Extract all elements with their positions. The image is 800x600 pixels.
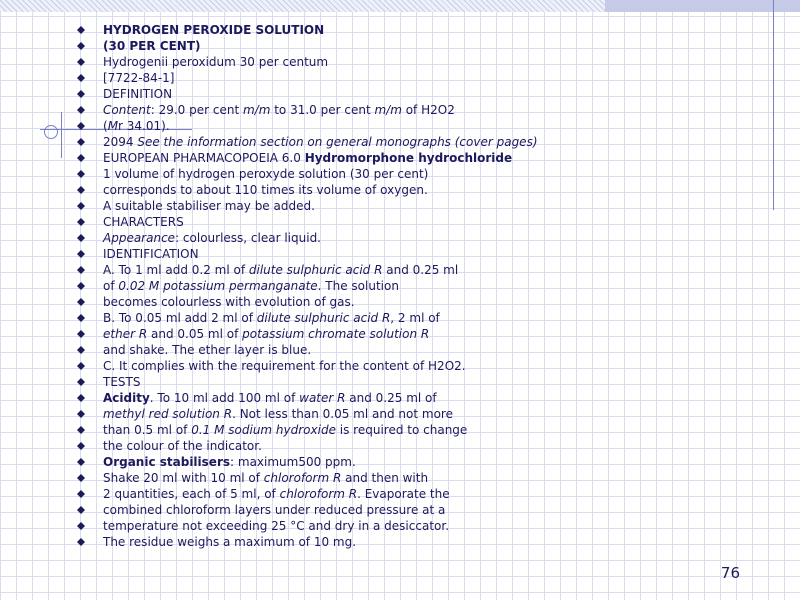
bullet-line <box>80 518 760 534</box>
bold-text: (30 PER CENT) <box>103 39 201 53</box>
line-text: TESTS <box>103 375 141 389</box>
line-text: to 31.0 per cent <box>270 103 375 117</box>
diamond-bullet-icon <box>77 74 85 82</box>
bullet-line <box>80 246 760 262</box>
line-text: . Evaporate the <box>357 487 450 501</box>
diamond-bullet-icon <box>77 394 85 402</box>
diamond-bullet-icon <box>77 410 85 418</box>
diamond-bullet-icon <box>77 250 85 258</box>
diamond-bullet-icon <box>77 42 85 50</box>
diamond-bullet-icon <box>77 474 85 482</box>
bullet-line <box>80 262 760 278</box>
line-text: ( <box>103 119 108 133</box>
line-text: CHARACTERS <box>103 215 184 229</box>
decorative-circle <box>44 125 58 139</box>
bullet-line <box>80 470 760 486</box>
diamond-bullet-icon <box>77 154 85 162</box>
italic-text: potassium chromate solution R <box>242 327 430 341</box>
diamond-bullet-icon <box>77 506 85 514</box>
line-text: 2 quantities, each of 5 ml, of <box>103 487 280 501</box>
diamond-bullet-icon <box>77 90 85 98</box>
line-text: 1 volume of hydrogen peroxyde solution (30 per cent) <box>103 167 429 181</box>
bullet-line <box>80 390 760 406</box>
line-text: than 0.5 ml of <box>103 423 192 437</box>
diamond-bullet-icon <box>77 202 85 210</box>
line-text: : maximum500 ppm. <box>230 455 356 469</box>
line-text: DEFINITION <box>103 87 173 101</box>
line-text: r 34.01). <box>118 119 170 133</box>
decorative-vertical-line <box>773 0 774 210</box>
diamond-bullet-icon <box>77 458 85 466</box>
bullet-line <box>80 166 760 182</box>
diamond-bullet-icon <box>77 362 85 370</box>
bullet-line <box>80 134 760 150</box>
line-text: . Not less than 0.05 ml and not more <box>232 407 453 421</box>
diamond-bullet-icon <box>77 314 85 322</box>
bullet-line <box>80 214 760 230</box>
diamond-bullet-icon <box>77 378 85 386</box>
diamond-bullet-icon <box>77 170 85 178</box>
italic-text: See the information section on general monographs (cover pages) <box>137 135 538 149</box>
italic-text: m/m <box>242 103 271 117</box>
diamond-bullet-icon <box>77 218 85 226</box>
top-band-accent <box>605 0 800 12</box>
line-text: The residue weighs a maximum of 10 mg. <box>103 535 357 549</box>
line-text: Hydrogenii peroxidum 30 per centum <box>103 55 329 69</box>
slide-bullet-list <box>80 22 760 550</box>
line-text: and 0.25 ml of <box>345 391 437 405</box>
bold-text: Acidity <box>103 391 150 405</box>
line-text: : colourless, clear liquid. <box>175 231 321 245</box>
italic-text: Content <box>103 103 151 117</box>
diamond-bullet-icon <box>77 426 85 434</box>
line-text: of H2O2 <box>401 103 455 117</box>
italic-text: methyl red solution R <box>103 407 233 421</box>
bullet-line <box>80 310 760 326</box>
bullet-line <box>80 342 760 358</box>
italic-text: dilute sulphuric acid R <box>256 311 391 325</box>
line-text: , 2 ml of <box>390 311 440 325</box>
bullet-line <box>80 182 760 198</box>
bullet-line <box>80 150 760 166</box>
bullet-line <box>80 102 760 118</box>
line-text: 2094 <box>103 135 138 149</box>
bullet-line <box>80 86 760 102</box>
bold-text: Organic stabilisers <box>103 455 231 469</box>
bullet-line <box>80 486 760 502</box>
line-text: and then with <box>341 471 429 485</box>
bullet-line <box>80 54 760 70</box>
diamond-bullet-icon <box>77 266 85 274</box>
diamond-bullet-icon <box>77 186 85 194</box>
diamond-bullet-icon <box>77 282 85 290</box>
line-text: and shake. The ether layer is blue. <box>103 343 312 357</box>
diamond-bullet-icon <box>77 346 85 354</box>
diamond-bullet-icon <box>77 538 85 546</box>
diamond-bullet-icon <box>77 26 85 34</box>
italic-text: M <box>107 119 119 133</box>
line-text: Shake 20 ml with 10 ml of <box>103 471 264 485</box>
line-text: C. It complies with the requirement for the content of H2O2. <box>103 359 466 373</box>
line-text: [7722-84-1] <box>103 71 175 85</box>
line-text: EUROPEAN PHARMACOPOEIA 6.0 <box>103 151 305 165</box>
line-text: B. To 0.05 ml add 2 ml of <box>103 311 257 325</box>
bullet-line <box>80 502 760 518</box>
italic-text: dilute sulphuric acid R <box>248 263 383 277</box>
bullet-line <box>80 534 760 550</box>
italic-text: 0.1 M sodium hydroxide <box>191 423 336 437</box>
italic-text: 0.02 M potassium permanganate <box>118 279 318 293</box>
italic-text: m/m <box>374 103 402 117</box>
bullet-line <box>80 326 760 342</box>
page-number: 76 <box>720 564 740 582</box>
line-text: becomes colourless with evolution of gas. <box>103 295 355 309</box>
bullet-line <box>80 422 760 438</box>
bullet-line <box>80 294 760 310</box>
bold-text: Hydromorphone hydrochloride <box>304 151 513 165</box>
diamond-bullet-icon <box>77 298 85 306</box>
bullet-line <box>80 406 760 422</box>
bullet-line <box>80 358 760 374</box>
line-text: A suitable stabiliser may be added. <box>103 199 315 213</box>
diamond-bullet-icon <box>77 330 85 338</box>
italic-text: chloroform R <box>279 487 358 501</box>
diamond-bullet-icon <box>77 234 85 242</box>
line-text: IDENTIFICATION <box>103 247 199 261</box>
diamond-bullet-icon <box>77 490 85 498</box>
line-text: is required to change <box>335 423 468 437</box>
bullet-line <box>80 278 760 294</box>
bullet-line <box>80 438 760 454</box>
bullet-line <box>80 198 760 214</box>
italic-text: water R <box>299 391 346 405</box>
bullet-line <box>80 22 760 38</box>
line-text: A. To 1 ml add 0.2 ml of <box>103 263 249 277</box>
italic-text: ether R <box>103 327 148 341</box>
line-text: . The solution <box>317 279 399 293</box>
line-text: combined chloroform layers under reduced pressure at a <box>103 503 446 517</box>
bullet-line <box>80 118 760 134</box>
bullet-line <box>80 374 760 390</box>
line-text: the colour of the indicator. <box>103 439 262 453</box>
bold-text: HYDROGEN PEROXIDE SOLUTION <box>103 23 325 37</box>
diamond-bullet-icon <box>77 106 85 114</box>
diamond-bullet-icon <box>77 442 85 450</box>
italic-text: Appearance <box>103 231 176 245</box>
bullet-line <box>80 454 760 470</box>
line-text: of <box>103 279 119 293</box>
line-text: temperature not exceeding 25 °C and dry in a desiccator. <box>103 519 450 533</box>
line-text: . To 10 ml add 100 ml of <box>149 391 300 405</box>
bullet-line <box>80 230 760 246</box>
decorative-crosshair-vertical <box>61 112 62 158</box>
line-text: corresponds to about 110 times its volume of oxygen. <box>103 183 428 197</box>
diamond-bullet-icon <box>77 58 85 66</box>
line-text: and 0.05 ml of <box>147 327 243 341</box>
line-text: and 0.25 ml <box>382 263 459 277</box>
diamond-bullet-icon <box>77 138 85 146</box>
italic-text: chloroform R <box>263 471 342 485</box>
bullet-line <box>80 38 760 54</box>
diamond-bullet-icon <box>77 522 85 530</box>
line-text: : 29.0 per cent <box>150 103 243 117</box>
bullet-line <box>80 70 760 86</box>
